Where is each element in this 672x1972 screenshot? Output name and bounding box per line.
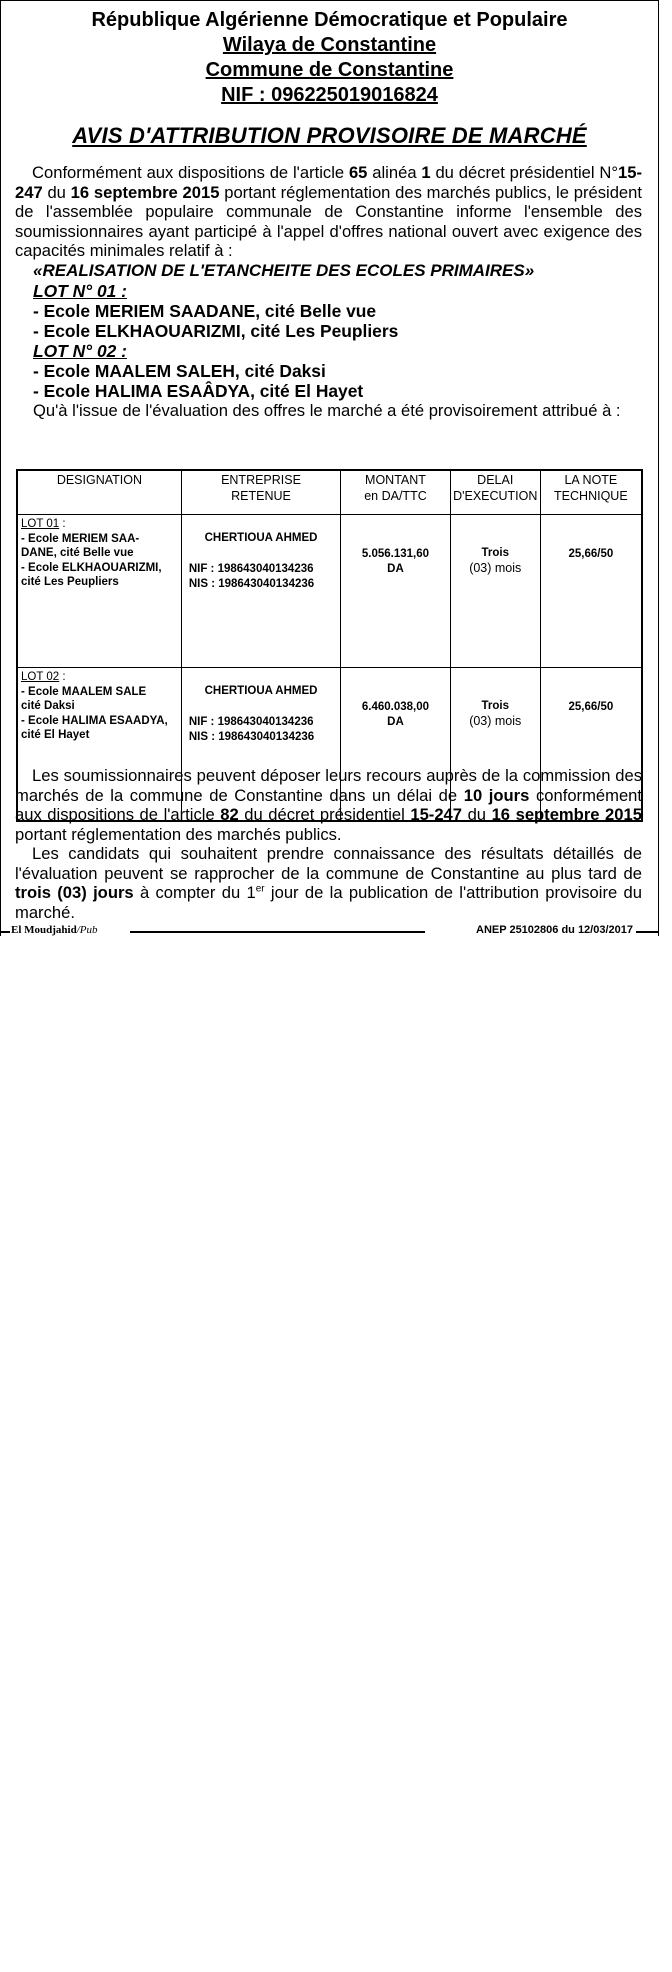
amount-currency: DA bbox=[387, 715, 404, 728]
company-name: CHERTIOUA AHMED bbox=[204, 532, 318, 544]
delay-unit: (03) mois bbox=[469, 713, 522, 728]
results-paragraph bbox=[15, 844, 642, 922]
col-header-entreprise bbox=[181, 470, 340, 515]
lot-school: - Ecole HALIMA ESAÂDYA, cité El Hayet bbox=[33, 380, 364, 401]
intro-text: alinéa bbox=[367, 163, 422, 182]
company-nis: NIS : 198643040134236 bbox=[188, 730, 315, 743]
intro-text: du bbox=[42, 182, 71, 202]
header-republic: République Algérienne Démocratique et Populaire bbox=[91, 9, 568, 31]
company-nif: NIF : 198643040134236 bbox=[188, 562, 314, 575]
designation-line: - Ecole MAALEM SALE bbox=[21, 685, 147, 698]
header-text: ENTREPRISE bbox=[221, 473, 301, 487]
table-header-row bbox=[17, 470, 642, 515]
results-text: Les candidats qui souhaitent prendre connaissance des résultats détaillés de l'évaluation peuvent se rapprocher de la commune de Constantine au plus tard de bbox=[15, 844, 642, 883]
intro-bold: 65 bbox=[348, 163, 368, 182]
note-value: 25,66/50 bbox=[568, 548, 614, 560]
header-text: TECHNIQUE bbox=[554, 489, 628, 503]
publication-footer bbox=[0, 924, 659, 938]
header-nif: NIF : 096225019016824 bbox=[221, 84, 438, 106]
intro-paragraph bbox=[15, 163, 642, 261]
recours-text: du bbox=[462, 805, 492, 824]
intro-bold: 16 septembre 2015 bbox=[70, 182, 220, 202]
cell-designation bbox=[17, 515, 181, 668]
lot-label: LOT N° 01 : bbox=[33, 280, 127, 301]
newspaper-section: /Pub bbox=[76, 924, 98, 936]
intro-bold: 15-247 bbox=[15, 163, 642, 202]
delay-value: Trois bbox=[481, 700, 509, 712]
intro-text: portant réglementation des marchés publics, le président de l'assemblée populaire communale de Constantine informe l'ensemble des soumissionnaires ayant participé à l'appel d'offres national ouvert avec exigence des capacités minimales relatif à : bbox=[15, 182, 642, 260]
intro-text: du décret présidentiel N° bbox=[430, 163, 618, 182]
header-text: D'EXECUTION bbox=[453, 489, 538, 503]
table-row bbox=[17, 515, 642, 668]
results-bold: trois (03) jours bbox=[15, 883, 134, 902]
company-name: CHERTIOUA AHMED bbox=[204, 685, 318, 697]
delay-value: Trois bbox=[481, 547, 509, 559]
intro-text: Conformément aux dispositions de l'article bbox=[32, 163, 349, 182]
newspaper-name: El Moudjahid bbox=[11, 924, 77, 936]
col-header-designation bbox=[17, 470, 181, 515]
project-title: «REALISATION DE L'ETANCHEITE DES ECOLES PRIMAIRES» bbox=[33, 260, 535, 280]
lot-school: - Ecole MERIEM SAADANE, cité Belle vue bbox=[33, 300, 377, 321]
recours-text: du décret présidentiel bbox=[238, 805, 411, 824]
header-text: en DA/TTC bbox=[364, 489, 427, 503]
closing-paragraphs bbox=[15, 766, 642, 922]
col-header-delai bbox=[450, 470, 540, 515]
lot-label: LOT N° 02 : bbox=[33, 340, 127, 361]
col-header-montant bbox=[341, 470, 451, 515]
footer-rule bbox=[0, 931, 10, 933]
designation-line: - Ecole MERIEM SAA- bbox=[21, 532, 140, 545]
project-block bbox=[33, 261, 642, 401]
recours-text: portant réglementation des marchés publics. bbox=[15, 824, 342, 844]
col-header-note bbox=[540, 470, 642, 515]
company-nif: NIF : 198643040134236 bbox=[188, 715, 314, 728]
notice-title: AVIS D'ATTRIBUTION PROVISOIRE DE MARCHÉ bbox=[72, 123, 587, 148]
lot-number: LOT 02 bbox=[21, 671, 60, 683]
amount-currency: DA bbox=[387, 562, 404, 575]
issue-text: Qu'à l'issue de l'évaluation des offres le marché a été provisoirement attribué à : bbox=[33, 400, 621, 420]
delay-unit: (03) mois bbox=[469, 560, 522, 575]
results-text: jour de la publication de l'attribution provisoire du marché. bbox=[15, 883, 642, 922]
header-text: RETENUE bbox=[231, 489, 291, 503]
recours-bold: 82 bbox=[220, 805, 239, 824]
footer-reference: ANEP 25102806 du 12/03/2017 bbox=[476, 924, 633, 936]
cell-note bbox=[540, 515, 642, 668]
cell-delai bbox=[450, 515, 540, 668]
header-text: LA NOTE bbox=[564, 473, 618, 487]
lot-number: LOT 01 bbox=[21, 518, 60, 530]
recours-bold: 10 jours bbox=[463, 785, 530, 805]
footer-newspaper bbox=[11, 924, 98, 936]
lot-school: - Ecole ELKHAOUARIZMI, cité Les Peupliers bbox=[33, 320, 399, 341]
header-text: MONTANT bbox=[365, 473, 426, 487]
cell-entreprise bbox=[181, 515, 340, 668]
designation-line: DANE, cité Belle vue bbox=[21, 547, 134, 559]
results-text: à compter du 1 bbox=[133, 883, 256, 902]
recours-text: conformément aux dispositions de l'article bbox=[15, 785, 643, 824]
note-value: 25,66/50 bbox=[568, 701, 614, 713]
company-nis: NIS : 198643040134236 bbox=[188, 577, 315, 590]
results-superscript: er bbox=[255, 883, 265, 895]
header-text: DELAI bbox=[477, 473, 514, 487]
designation-line: cité Les Peupliers bbox=[21, 576, 119, 588]
recours-text: Les soumissionnaires peuvent déposer leurs recours auprès de la commission des marchés de la commune de Constantine dans un délai de bbox=[15, 766, 642, 805]
amount-value: 5.056.131,60 bbox=[361, 548, 430, 560]
recours-bold: 16 septembre 2015 bbox=[491, 805, 642, 824]
amount-value: 6.460.038,00 bbox=[361, 701, 430, 713]
header-wilaya: Wilaya de Constantine bbox=[222, 34, 437, 56]
designation-line: cité Daksi bbox=[21, 700, 75, 712]
cell-montant bbox=[341, 515, 451, 668]
notice-frame bbox=[0, 0, 659, 936]
header-commune: Commune de Constantine bbox=[205, 59, 454, 81]
footer-rule bbox=[130, 931, 425, 933]
intro-bold: 1 bbox=[421, 163, 431, 182]
designation-line: cité El Hayet bbox=[21, 729, 90, 741]
recours-bold: 15-247 bbox=[410, 805, 463, 824]
designation-line: - Ecole HALIMA ESAADYA, bbox=[21, 714, 168, 727]
header-text: DESIGNATION bbox=[56, 473, 143, 487]
designation-line: - Ecole ELKHAOUARIZMI, bbox=[21, 561, 162, 574]
recours-paragraph bbox=[15, 766, 642, 844]
lot-suffix: : bbox=[59, 671, 66, 683]
lot-school: - Ecole MAALEM SALEH, cité Daksi bbox=[33, 360, 326, 381]
footer-rule bbox=[636, 931, 659, 933]
lot-suffix: : bbox=[59, 518, 66, 530]
